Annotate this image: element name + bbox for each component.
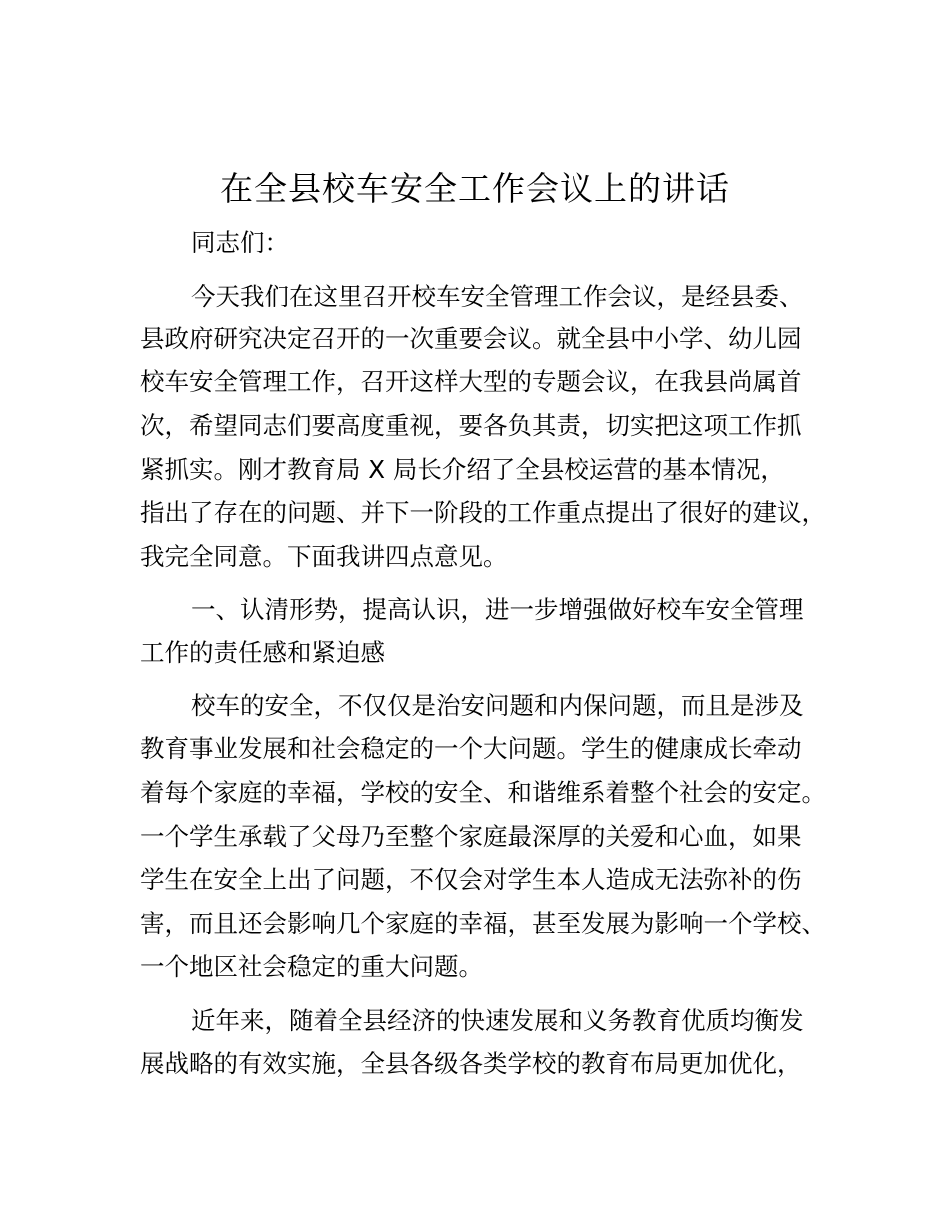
paragraph-line: 一个学生承载了父母乃至整个家庭最深厚的关爱和心血，如果	[140, 822, 802, 851]
section-heading-line: 一、认清形势，提高认识，进一步增强做好校车安全管理	[191, 595, 804, 624]
paragraph-line: 今天我们在这里召开校车安全管理工作会议，是经县委、	[191, 282, 804, 311]
salutation: 同志们：	[191, 228, 289, 257]
paragraph-line: 害，而且还会影响几个家庭的幸福，甚至发展为影响一个学校、	[140, 909, 826, 938]
paragraph-line: 紧抓实。刚才教育局 X 局长介绍了全县校运营的基本情况，	[140, 455, 785, 484]
paragraph-line: 展战略的有效实施，全县各级各类学校的教育布局更加优化，	[140, 1049, 802, 1078]
paragraph-line: 次，希望同志们要高度重视，要各负其责，切实把这项工作抓	[140, 411, 802, 440]
paragraph-line: 县政府研究决定召开的一次重要会议。就全县中小学、幼儿园	[140, 324, 802, 353]
paragraph-line: 学生在安全上出了问题，不仅会对学生本人造成无法弥补的伤	[140, 865, 802, 894]
document-title: 在全县校车安全工作会议上的讲话	[220, 169, 730, 208]
paragraph-line: 一个地区社会稳定的重大问题。	[140, 952, 483, 981]
paragraph-line: 教育事业发展和社会稳定的一个大问题。学生的健康成长牵动	[140, 734, 802, 763]
section-heading-line: 工作的责任感和紧迫感	[140, 638, 385, 667]
paragraph-line: 着每个家庭的幸福，学校的安全、和谐维系着整个社会的安定。	[140, 778, 826, 807]
paragraph-line: 校车的安全，不仅仅是治安问题和内保问题，而且是涉及	[191, 691, 804, 720]
paragraph-line: 我完全同意。下面我讲四点意见。	[140, 542, 508, 571]
paragraph-line: 指出了存在的问题、并下一阶段的工作重点提出了很好的建议，	[140, 498, 826, 527]
paragraph-line: 校车安全管理工作，召开这样大型的专题会议，在我县尚属首	[140, 367, 802, 396]
paragraph-line: 近年来，随着全县经济的快速发展和义务教育优质均衡发	[191, 1006, 804, 1035]
